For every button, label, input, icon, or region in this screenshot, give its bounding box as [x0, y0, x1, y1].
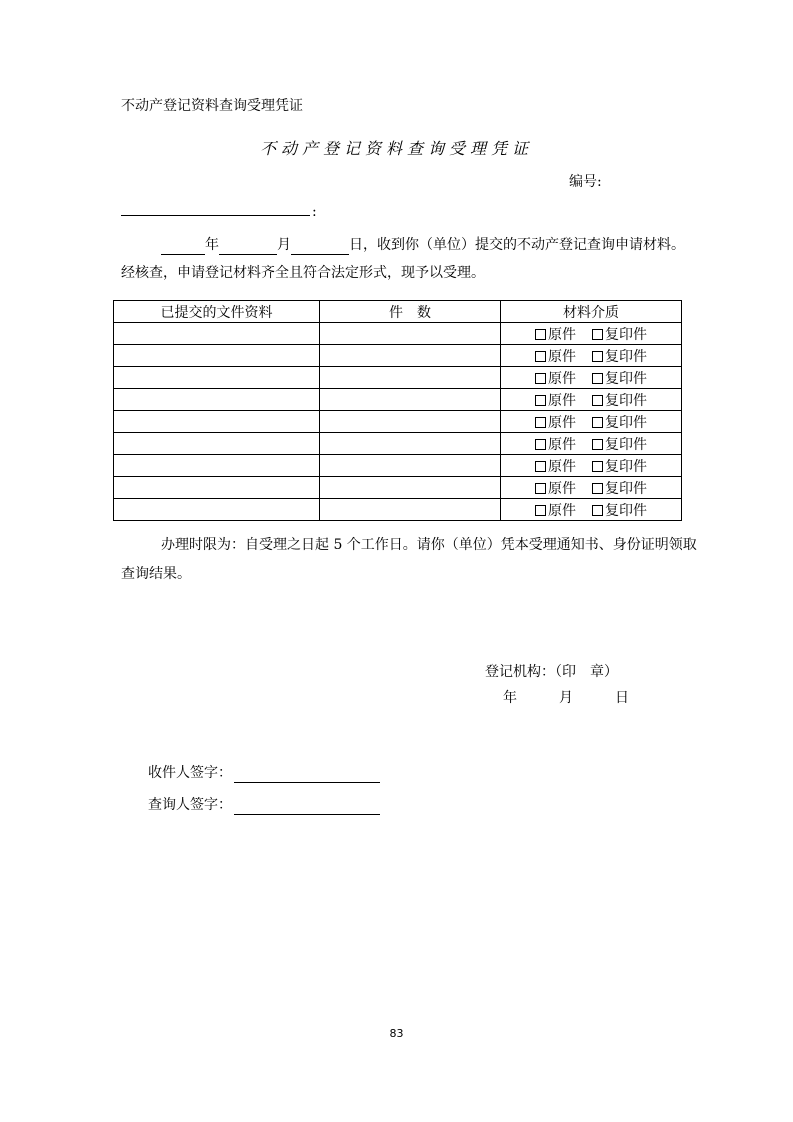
inquirer-signature-row	[148, 795, 380, 815]
authority-seal-label: 登记机构：（印 章）	[485, 664, 618, 680]
header-medium: 材料介质	[501, 301, 682, 323]
document-name-cell[interactable]	[114, 323, 320, 345]
medium-cell	[501, 411, 682, 433]
inquirer-signature-line[interactable]	[234, 800, 380, 815]
document-name-cell[interactable]	[114, 367, 320, 389]
table-row	[114, 367, 682, 389]
medium-cell	[501, 389, 682, 411]
intro-paragraph-line1	[161, 235, 685, 255]
checkbox-icon	[592, 373, 603, 384]
medium-cell	[501, 455, 682, 477]
original-checkbox[interactable]	[535, 481, 576, 497]
table-row	[114, 433, 682, 455]
original-checkbox[interactable]	[535, 437, 576, 453]
document-title: 不动产登记资料查询受理凭证	[259, 139, 533, 158]
copy-checkbox[interactable]	[592, 327, 647, 343]
checkbox-icon	[592, 417, 603, 428]
medium-cell	[501, 367, 682, 389]
original-checkbox[interactable]	[535, 459, 576, 475]
option-original-label: 原件	[548, 436, 576, 453]
day-text: 日，收到你（单位）提交的不动产登记查询申请材料。	[349, 237, 685, 253]
checkbox-icon	[535, 505, 546, 516]
option-copy-label: 复印件	[605, 392, 647, 409]
checkbox-icon	[535, 373, 546, 384]
medium-cell	[501, 477, 682, 499]
table-row	[114, 411, 682, 433]
header-count: 件 数	[320, 301, 501, 323]
header-documents: 已提交的文件资料	[114, 301, 320, 323]
recipient-colon: :	[312, 204, 317, 220]
checkbox-icon	[592, 505, 603, 516]
count-cell[interactable]	[320, 345, 501, 367]
option-copy-label: 复印件	[605, 370, 647, 387]
submitted-files-table	[113, 300, 682, 521]
day-blank[interactable]	[291, 240, 349, 255]
medium-cell	[501, 499, 682, 521]
option-original-label: 原件	[548, 392, 576, 409]
checkbox-icon	[592, 439, 603, 450]
original-checkbox[interactable]	[535, 393, 576, 409]
checkbox-icon	[592, 329, 603, 340]
deadline-line2: 查询结果。	[121, 566, 191, 582]
option-copy-label: 复印件	[605, 502, 647, 519]
option-original-label: 原件	[548, 326, 576, 343]
table-row	[114, 389, 682, 411]
count-cell[interactable]	[320, 455, 501, 477]
table-row	[114, 323, 682, 345]
count-cell[interactable]	[320, 411, 501, 433]
document-name-cell[interactable]	[114, 499, 320, 521]
table-header-row	[114, 301, 682, 323]
intro-paragraph-line2: 经核查，申请登记材料齐全且符合法定形式，现予以受理。	[121, 265, 485, 281]
year-label: 年	[205, 237, 219, 253]
recipient-name-blank[interactable]	[121, 213, 310, 216]
document-name-cell[interactable]	[114, 389, 320, 411]
option-original-label: 原件	[548, 370, 576, 387]
copy-checkbox[interactable]	[592, 371, 647, 387]
copy-checkbox[interactable]	[592, 415, 647, 431]
table-row	[114, 499, 682, 521]
month-blank[interactable]	[219, 240, 277, 255]
checkbox-icon	[592, 351, 603, 362]
count-cell[interactable]	[320, 499, 501, 521]
year-blank[interactable]	[161, 240, 205, 255]
option-original-label: 原件	[548, 348, 576, 365]
option-original-label: 原件	[548, 458, 576, 475]
medium-cell	[501, 345, 682, 367]
receiver-signature-line[interactable]	[234, 768, 380, 783]
checkbox-icon	[535, 483, 546, 494]
count-cell[interactable]	[320, 389, 501, 411]
serial-number-label: 编号:	[569, 174, 602, 190]
checkbox-icon	[535, 395, 546, 406]
table-row	[114, 477, 682, 499]
document-name-cell[interactable]	[114, 345, 320, 367]
checkbox-icon	[592, 483, 603, 494]
copy-checkbox[interactable]	[592, 503, 647, 519]
authority-date: 年 月 日	[503, 690, 629, 706]
option-copy-label: 复印件	[605, 348, 647, 365]
copy-checkbox[interactable]	[592, 349, 647, 365]
table-row	[114, 455, 682, 477]
original-checkbox[interactable]	[535, 371, 576, 387]
original-checkbox[interactable]	[535, 415, 576, 431]
copy-checkbox[interactable]	[592, 459, 647, 475]
document-name-cell[interactable]	[114, 455, 320, 477]
option-original-label: 原件	[548, 414, 576, 431]
copy-checkbox[interactable]	[592, 481, 647, 497]
copy-checkbox[interactable]	[592, 393, 647, 409]
checkbox-icon	[535, 417, 546, 428]
document-name-cell[interactable]	[114, 477, 320, 499]
copy-checkbox[interactable]	[592, 437, 647, 453]
count-cell[interactable]	[320, 433, 501, 455]
receiver-signature-row	[148, 763, 380, 783]
option-copy-label: 复印件	[605, 414, 647, 431]
original-checkbox[interactable]	[535, 349, 576, 365]
header-title: 不动产登记资料查询受理凭证	[121, 98, 303, 114]
month-label: 月	[277, 237, 291, 253]
checkbox-icon	[592, 461, 603, 472]
option-copy-label: 复印件	[605, 480, 647, 497]
checkbox-icon	[535, 439, 546, 450]
receiver-signature-label: 收件人签字：	[148, 765, 232, 781]
original-checkbox[interactable]	[535, 327, 576, 343]
option-copy-label: 复印件	[605, 436, 647, 453]
deadline-line1: 办理时限为：自受理之日起 5 个工作日。请你（单位）凭本受理通知书、身份证明领取	[161, 537, 697, 553]
option-original-label: 原件	[548, 480, 576, 497]
inquirer-signature-label: 查询人签字：	[148, 797, 232, 813]
medium-cell	[501, 433, 682, 455]
count-cell[interactable]	[320, 367, 501, 389]
option-original-label: 原件	[548, 502, 576, 519]
medium-cell	[501, 323, 682, 345]
option-copy-label: 复印件	[605, 326, 647, 343]
checkbox-icon	[535, 461, 546, 472]
page-number: 83	[389, 1027, 404, 1040]
checkbox-icon	[535, 351, 546, 362]
count-cell[interactable]	[320, 477, 501, 499]
checkbox-icon	[592, 395, 603, 406]
count-cell[interactable]	[320, 323, 501, 345]
table-row	[114, 345, 682, 367]
document-name-cell[interactable]	[114, 411, 320, 433]
document-name-cell[interactable]	[114, 433, 320, 455]
option-copy-label: 复印件	[605, 458, 647, 475]
original-checkbox[interactable]	[535, 503, 576, 519]
checkbox-icon	[535, 329, 546, 340]
